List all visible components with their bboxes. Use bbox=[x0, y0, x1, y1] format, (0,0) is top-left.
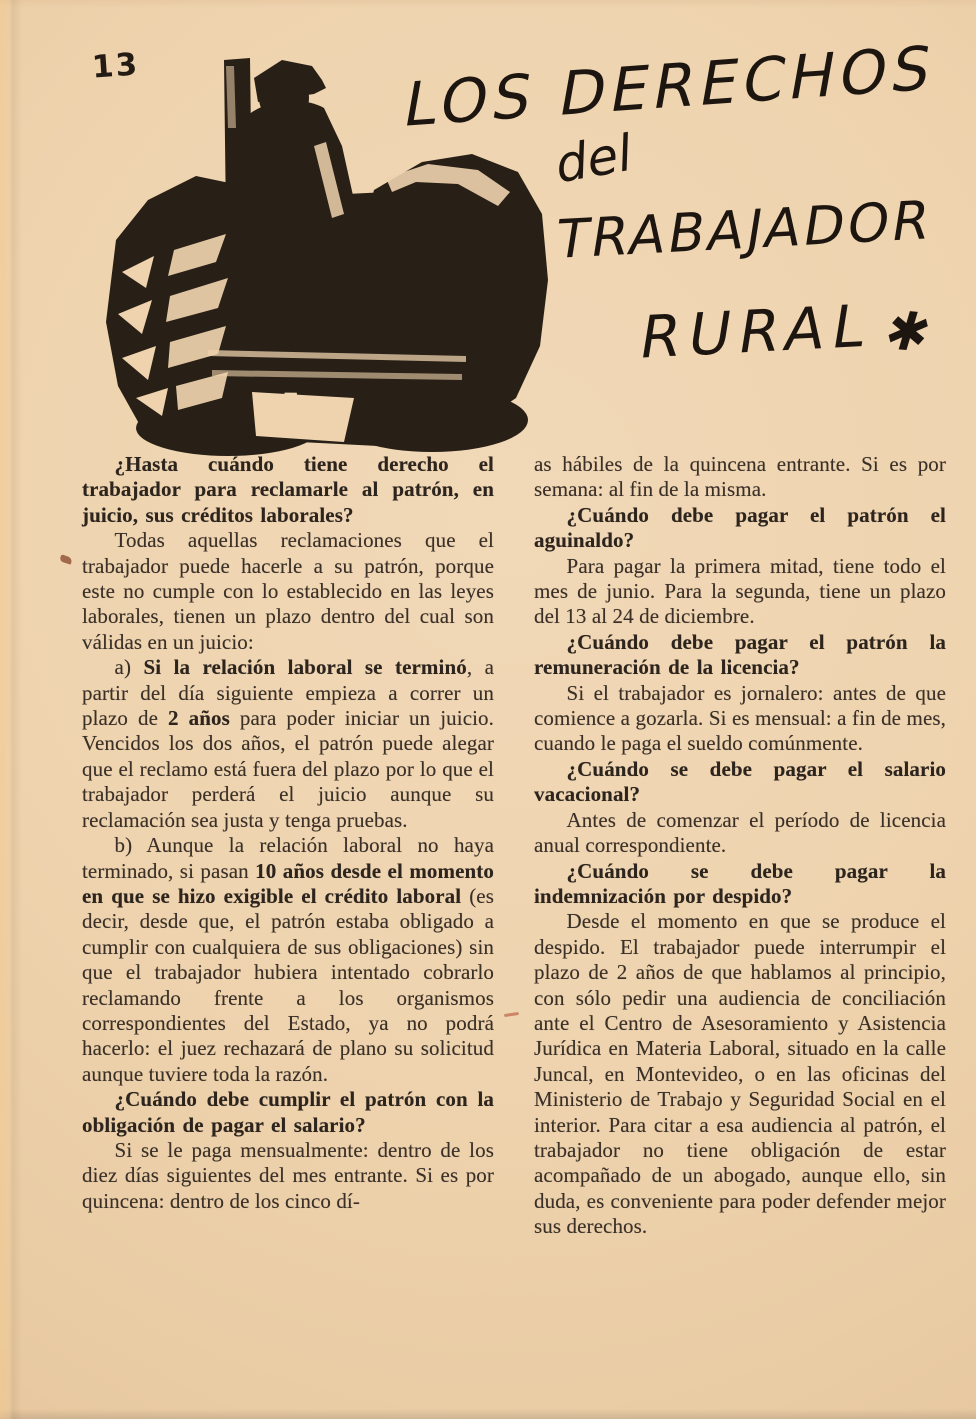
body-paragraph bbox=[534, 808, 946, 859]
headline-line-1: LOS DERECHOS bbox=[398, 32, 942, 142]
asterisk-mark: ✱ bbox=[877, 300, 938, 365]
question-heading bbox=[534, 630, 946, 681]
headline-line-3: TRABAJADOR bbox=[551, 189, 937, 272]
text-column-right bbox=[534, 452, 946, 1240]
text-run: Si el trabajador es jornalero: antes de que comience a gozarla. Si es mensual: a fin de mes, cuando le paga el sueldo comúnmente. bbox=[534, 680, 946, 756]
text-run: ¿Cuándo debe cumplir el patrón con la obligación de pagar el salario? bbox=[82, 1087, 494, 1137]
text-run: ¿Cuándo se debe pagar el salario vacacional? bbox=[534, 756, 946, 807]
text-run: Antes de comenzar el período de licencia anual correspondiente. bbox=[534, 807, 946, 858]
text-run: ¿Cuándo debe pagar el patrón el aguinaldo? bbox=[534, 502, 946, 553]
headline-line-2: del bbox=[555, 122, 633, 196]
headline-line-4 bbox=[634, 288, 936, 377]
text-run: Para pagar la primera mitad, tiene todo el mes de junio. Para la segunda, tiene un plazo del 13 al 24 de diciembre. bbox=[534, 553, 946, 629]
question-heading bbox=[82, 452, 494, 528]
text-column-left bbox=[82, 452, 494, 1214]
text-run: Todas aquellas reclamaciones que el trabajador puede hacerle a su patrón, porque este no cumple con lo establecido en las leyes laborales, tienen un plazo dentro del cual son válidas en un juicio: bbox=[82, 528, 494, 654]
text-run: 10 años desde el momento en que se hizo exigible el crédito laboral bbox=[82, 858, 494, 908]
body-paragraph bbox=[534, 452, 946, 503]
body-paragraph bbox=[534, 554, 946, 630]
body-paragraph bbox=[534, 909, 946, 1239]
question-heading bbox=[82, 1087, 494, 1138]
headline-rural-text: RURAL bbox=[635, 291, 879, 372]
question-heading bbox=[534, 757, 946, 808]
text-run: as hábiles de la quincena entrante. Si es por semana: al fin de la misma. bbox=[534, 452, 946, 502]
body-paragraph bbox=[82, 833, 494, 1087]
text-run: (es decir, desde que, el patrón estaba obligado a cumplir con cualquiera de sus obligaciones) sin que el trabajador hubiera intentado cobrarlo reclamando frente a los organismos correspondientes del Estado, ya no podrá hacerlo: el juez rechazará de plano su solicitud aunque tuviere toda la razón. bbox=[82, 883, 494, 1086]
question-heading bbox=[534, 503, 946, 554]
text-run: b) Aunque la relación laboral no haya terminado, si pasan bbox=[82, 833, 494, 883]
body-paragraph bbox=[82, 528, 494, 655]
question-heading bbox=[534, 859, 946, 910]
text-run: Si se le paga mensualmente: dentro de los diez días siguientes del mes entrante. Si es por quincena: dentro de los cinco dí- bbox=[82, 1137, 494, 1213]
ink-speck bbox=[59, 554, 73, 564]
text-run: para poder iniciar un juicio. Vencidos los dos años, el patrón puede alegar que el reclamo está fuera del plazo por lo que el trabajador perderá el juicio aunque su reclamación sea justa y tenga pruebas. bbox=[82, 706, 495, 832]
text-run: , a partir del día siguiente empieza a correr un plazo de bbox=[82, 655, 494, 731]
text-run: ¿Hasta cuándo tiene derecho el trabajador para reclamarle al patrón, en juicio, sus créditos laborales? bbox=[82, 452, 494, 527]
text-run: a) bbox=[114, 655, 144, 680]
page-number: 13 bbox=[90, 46, 141, 86]
body-paragraph bbox=[82, 655, 494, 833]
body-paragraph bbox=[82, 1138, 494, 1214]
text-run: Si la relación laboral se terminó bbox=[143, 655, 467, 680]
text-run: 2 años bbox=[168, 706, 230, 731]
body-paragraph bbox=[534, 681, 946, 757]
text-run: ¿Cuándo debe pagar el patrón la remuneración de la licencia? bbox=[534, 629, 946, 680]
text-run: Desde el momento en que se produce el despido. El trabajador puede interrumpir el plazo de 2 años de que hablamos al principio, con sólo pedir una audiencia de conciliación ante el Centro de Asesoramiento y Asistencia Jurídica en Materia Laboral, situado en la calle Juncal, en Montevideo, o en las oficinas del Ministerio de Trabajo y Seguridad Social en el interior. Para citar a esa audiencia al patrón, el trabajador no tiene obligación de estar acompañado de un abogado, aunque ello, sin duda, es conveniente para poder defender mejor sus derechos. bbox=[534, 909, 946, 1239]
pencil-mark bbox=[504, 1012, 519, 1017]
text-run: ¿Cuándo se debe pagar la indemnización por despido? bbox=[534, 858, 946, 908]
